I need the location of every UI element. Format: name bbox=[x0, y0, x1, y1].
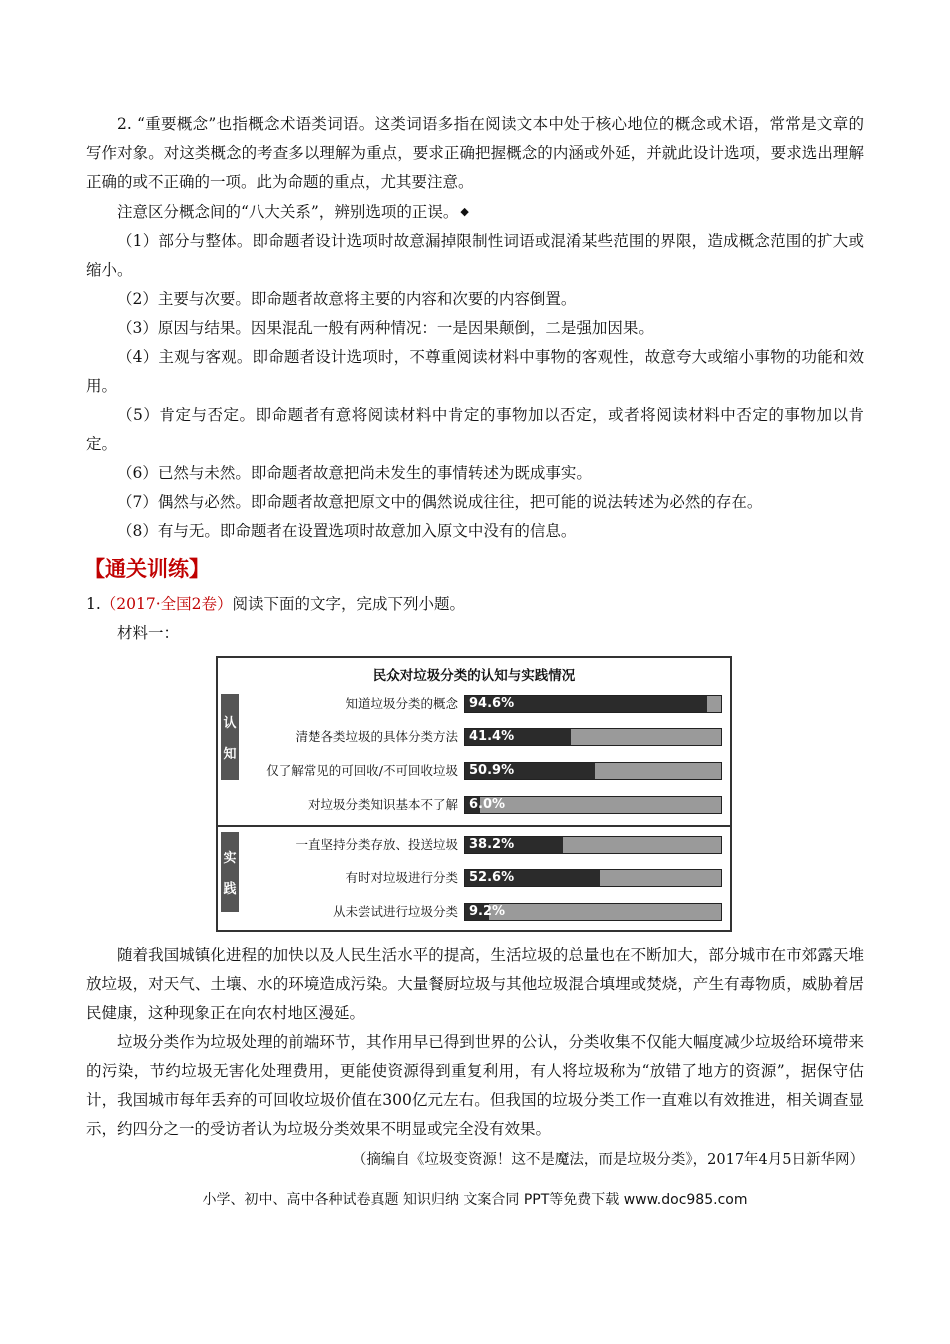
chart-group-tag-char: 实 bbox=[223, 851, 237, 866]
chart-data-label: 9.2% bbox=[469, 904, 506, 919]
page-footer: 小学、初中、高中各种试卷真题 知识归纳 文案合同 PPT等免费下载 www.doc985.com bbox=[202, 1192, 748, 1208]
chart-category-label: 有时对垃圾进行分类 bbox=[345, 870, 458, 885]
diamond-mark: ◆ bbox=[460, 205, 469, 218]
material-label: 材料一： bbox=[117, 624, 180, 642]
chart-bar-track bbox=[464, 796, 722, 814]
chart-bar-row bbox=[218, 796, 730, 814]
chart-data-label: 52.6% bbox=[469, 870, 515, 885]
chart-bar-row bbox=[218, 762, 730, 780]
relation-item-6: （6）已然与未然。即命题者故意把尚未发生的事情转述为既成事实。 bbox=[117, 464, 592, 482]
chart-bar-track bbox=[464, 762, 722, 780]
question-number: 1. bbox=[86, 595, 101, 613]
bar-chart bbox=[216, 656, 732, 932]
chart-bar-row bbox=[218, 695, 730, 713]
relation-item-3: （3）原因与结果。因果混乱一般有两种情况：一是因果颠倒，二是强加因果。 bbox=[117, 319, 654, 337]
chart-group-tag-char: 认 bbox=[223, 716, 237, 731]
passage-paragraph-1: 随着我国城镇化进程的加快以及人民生活水平的提高，生活垃圾的总量也在不断加大，部分城市在市郊露天堆放垃圾，对天气、土壤、水的环境造成污染。大量餐厨垃圾与其他垃圾混合填埋或焚烧，产生有毒物质，威胁着居民健康，这种现象正在向农村地区漫延。 bbox=[86, 946, 864, 1022]
chart-bar-row bbox=[218, 728, 730, 746]
chart-title: 民众对垃圾分类的认知与实践情况 bbox=[372, 668, 576, 684]
chart-category-label: 清楚各类垃圾的具体分类方法 bbox=[295, 729, 458, 744]
chart-bar-track bbox=[464, 695, 722, 713]
chart-category-label: 对垃圾分类知识基本不了解 bbox=[307, 797, 458, 812]
question-line bbox=[86, 590, 864, 619]
relation-item-1: （1）部分与整体。即命题者设计选项时故意漏掉限制性词语或混淆某些范围的界限，造成概念范围的扩大或缩小。 bbox=[86, 232, 864, 279]
passage-paragraph-2: 垃圾分类作为垃圾处理的前端环节，其作用早已得到世界的公认，分类收集不仅能大幅度减少垃圾给环境带来的污染，节约垃圾无害化处理费用，更能使资源得到重复利用，有人将垃圾称为“放错了地方的资源”，据保守估计，我国城市每年丢弃的可回收垃圾价值在300亿元左右。但我国的垃圾分类工作一直难以有效推进，相关调查显示，约四分之一的受访者认为垃圾分类效果不明显或完全没有效果。 bbox=[86, 1033, 864, 1138]
chart-category-label: 一直坚持分类存放、投送垃圾 bbox=[295, 837, 458, 852]
intro-paragraph-2 bbox=[86, 197, 864, 227]
chart-bar-track bbox=[464, 836, 722, 854]
chart-bar-track bbox=[464, 903, 722, 921]
chart-group-divider bbox=[218, 825, 730, 827]
chart-group-tag-char: 践 bbox=[223, 882, 237, 897]
chart-data-label: 38.2% bbox=[469, 837, 515, 852]
relation-item-2: （2）主要与次要。即命题者故意将主要的内容和次要的内容倒置。 bbox=[117, 290, 577, 308]
passage-source: （摘编自《垃圾变资源！这不是魔法，而是垃圾分类》，2017年4月5日新华网） bbox=[351, 1152, 864, 1168]
intro-paragraph-1: 2. “重要概念”也指概念术语类词语。这类词语多指在阅读文本中处于核心地位的概念或术语，常常是文章的写作对象。对这类概念的考查多以理解为重点，要求正确把握概念的内涵或外延，并就此设计选项，要求选出理解正确的或不正确的一项。此为命题的重点，尤其要注意。 bbox=[86, 115, 864, 191]
relation-item-5: （5）肯定与否定。即命题者有意将阅读材料中肯定的事物加以否定，或者将阅读材料中否定的事物加以肯定。 bbox=[86, 406, 864, 453]
chart-bar-row bbox=[218, 903, 730, 921]
chart-group-tag-char: 知 bbox=[223, 747, 237, 762]
chart-category-label: 知道垃圾分类的概念 bbox=[345, 696, 458, 711]
chart-data-label: 41.4% bbox=[469, 729, 515, 744]
relations-list bbox=[86, 227, 864, 546]
relation-item-8: （8）有与无。即命题者在设置选项时故意加入原文中没有的信息。 bbox=[117, 522, 577, 540]
section-heading: 【通关训练】 bbox=[84, 557, 210, 581]
document-body bbox=[86, 110, 864, 1175]
relation-item-7: （7）偶然与必然。即命题者故意把原文中的偶然说成往往，把可能的说法转述为必然的存在。 bbox=[117, 493, 763, 511]
chart-bar-row bbox=[218, 836, 730, 854]
chart-bar-track bbox=[464, 869, 722, 887]
chart-data-label: 94.6% bbox=[469, 696, 515, 711]
question-text: 阅读下面的文字，完成下列小题。 bbox=[232, 595, 466, 613]
chart-data-label: 50.9% bbox=[469, 763, 515, 778]
chart-data-label: 6.0% bbox=[469, 797, 506, 812]
relation-item-4: （4）主观与客观。即命题者设计选项时，不尊重阅读材料中事物的客观性，故意夸大或缩小事物的功能和效用。 bbox=[86, 348, 864, 395]
chart-category-label: 仅了解常见的可回收/不可回收垃圾 bbox=[266, 763, 458, 778]
intro-paragraph-2-text: 注意区分概念间的“八大关系”，辨别选项的正误。 bbox=[117, 203, 459, 221]
chart-category-label: 从未尝试进行垃圾分类 bbox=[332, 904, 458, 919]
question-source: （2017·全国2卷） bbox=[100, 595, 233, 613]
chart-bar-row bbox=[218, 869, 730, 887]
chart-bar-track bbox=[464, 728, 722, 746]
